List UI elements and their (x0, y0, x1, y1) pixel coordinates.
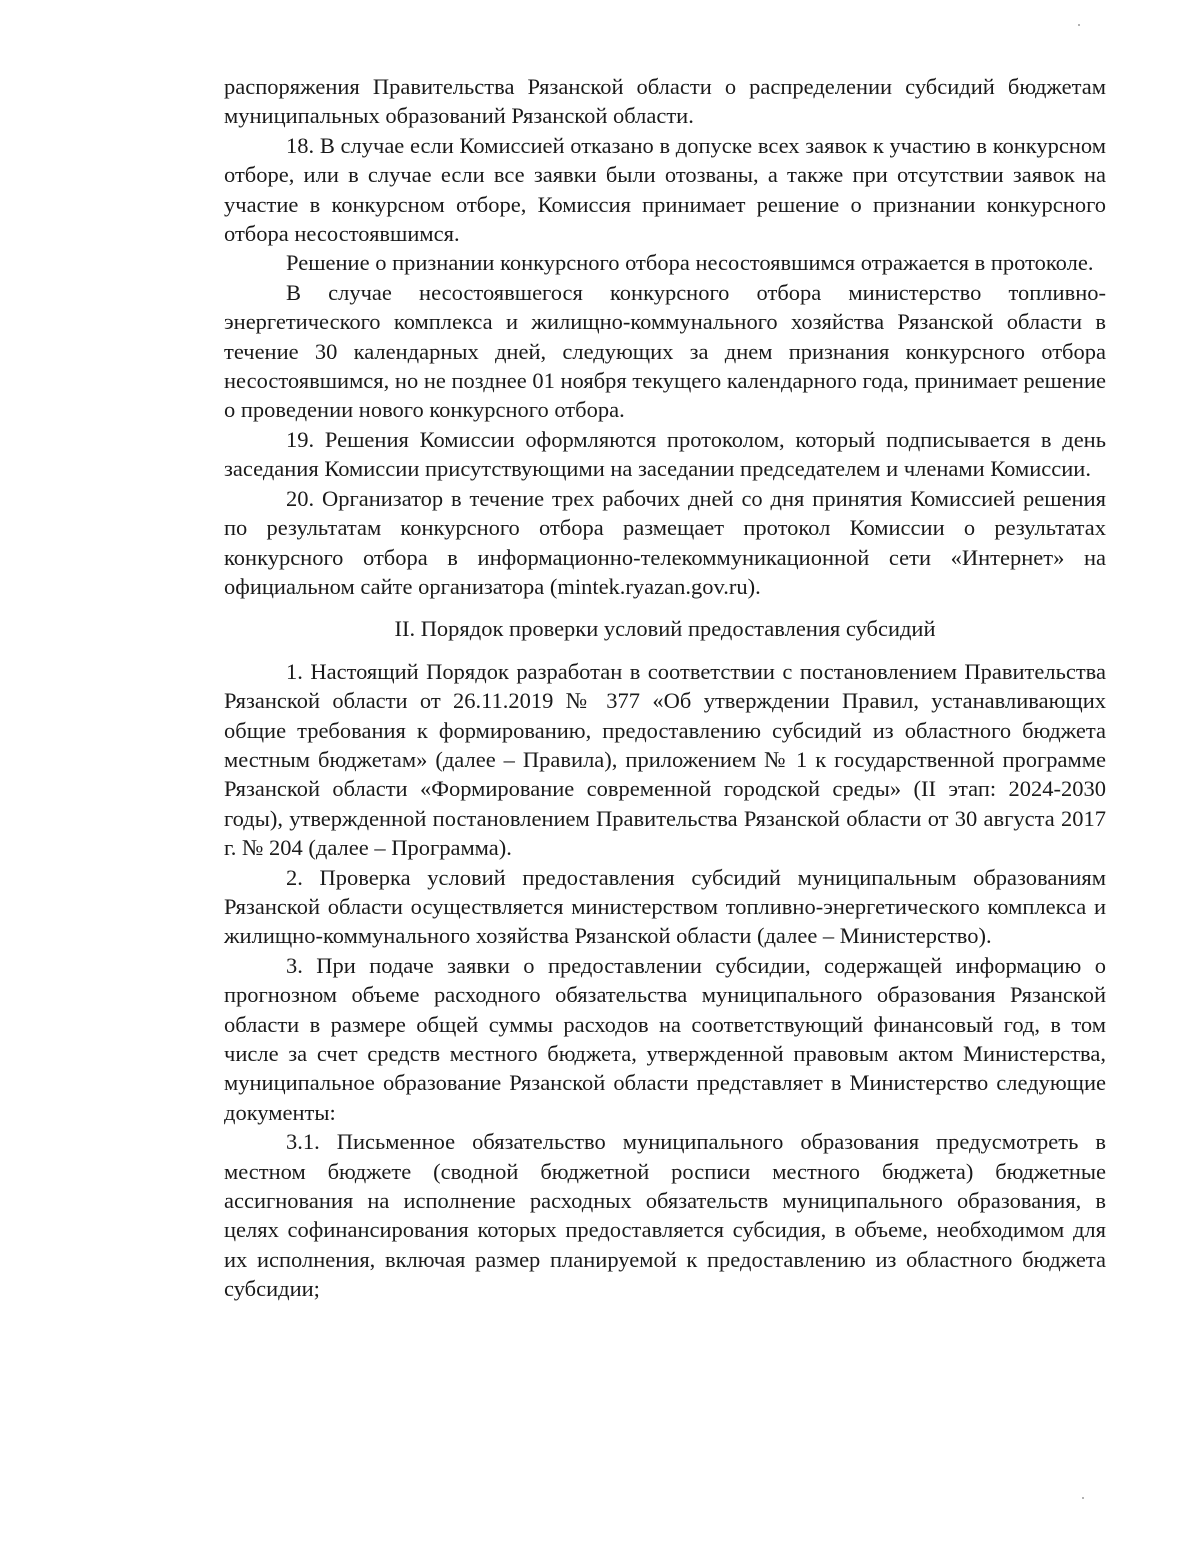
paragraph-item-19: 19. Решения Комиссии оформляются протоколом, который подписывается в день заседания Комиссии присутствующими на заседании председателем и членами Комиссии. (224, 426, 1106, 482)
section-heading: II. Порядок проверки условий предоставления субсидий (394, 616, 936, 642)
paragraph-item-18: 18. В случае если Комиссией отказано в допуске всех заявок к участию в конкурсном отборе, или в случае если все заявки были отозваны, а также при отсутствии заявок на участие в конкурсном отборе, Комиссия принимает решение о признании конкурсного отбора несостоявшимся. (224, 132, 1106, 247)
paragraph-item-20: 20. Организатор в течение трех рабочих дней со дня принятия Комиссией решения по результатам конкурсного отбора размещает протокол Комиссии о результатах конкурсного отбора в информационно-телекоммуникационной сети «Интернет» на официальном сайте организатора (mintek.ryazan.gov.ru). (224, 485, 1106, 599)
scan-speck (1078, 24, 1080, 26)
section-paragraph-2: 2. Проверка условий предоставления субсидий муниципальным образованиям Рязанской области осуществляется министерством топливно-энергетического комплекса и жилищно-коммунального хозяйства Рязанской области (далее – Министерство). (224, 864, 1106, 949)
paragraph-continuation: распоряжения Правительства Рязанской области о распределении субсидий бюджетам муниципальных образований Рязанской области. (224, 74, 1106, 129)
scan-speck (1082, 1497, 1084, 1499)
section-paragraph-1: 1. Настоящий Порядок разработан в соответствии с постановлением Правительства Рязанской области от 26.11.2019 № 377 «Об утверждении Правил, устанавливающих общие требования к формированию, предоставлению субсидий из областного бюджета местным бюджетам» (далее – Правила), приложением № 1 к государственной программе Рязанской области «Формирование современной городской среды» (II этап: 2024-2030 годы), утвержденной постановлением Правительства Рязанской области от 30 августа 2017 г. № 204 (далее – Программа). (224, 658, 1106, 861)
paragraph-protocol-note: Решение о признании конкурсного отбора несостоявшимся отражается в протоколе. (286, 250, 1094, 276)
section-paragraph-3: 3. При подаче заявки о предоставлении субсидии, содержащей информацию о прогнозном объеме расходного обязательства муниципального образования Рязанской области в размере общей суммы расходов на соответствующий финансовый год, в том числе за счет средств местного бюджета, утвержденной правовым актом Министерства, муниципальное образование Рязанской области представляет в Министерство следующие документы: (224, 952, 1106, 1125)
section-paragraph-3-1: 3.1. Письменное обязательство муниципального образования предусмотреть в местном бюджете (сводной бюджетной росписи местного бюджета) бюджетные ассигнования на исполнение расходных обязательств муниципального образования, в целях софинансирования которых предоставляется субсидия, в объеме, необходимом для их исполнения, включая размер планируемой к предоставлению из областного бюджета субсидии; (224, 1129, 1106, 1302)
document-page (224, 72, 1106, 1304)
paragraph-new-selection: В случае несостоявшегося конкурсного отбора министерство топливно-энергетического комплекса и жилищно-коммунального хозяйства Рязанской области в течение 30 календарных дней, следующих за днем признания конкурсного отбора несостоявшимся, но не позднее 01 ноября текущего календарного года, принимает решение о проведении нового конкурсного отбора. (224, 279, 1106, 423)
